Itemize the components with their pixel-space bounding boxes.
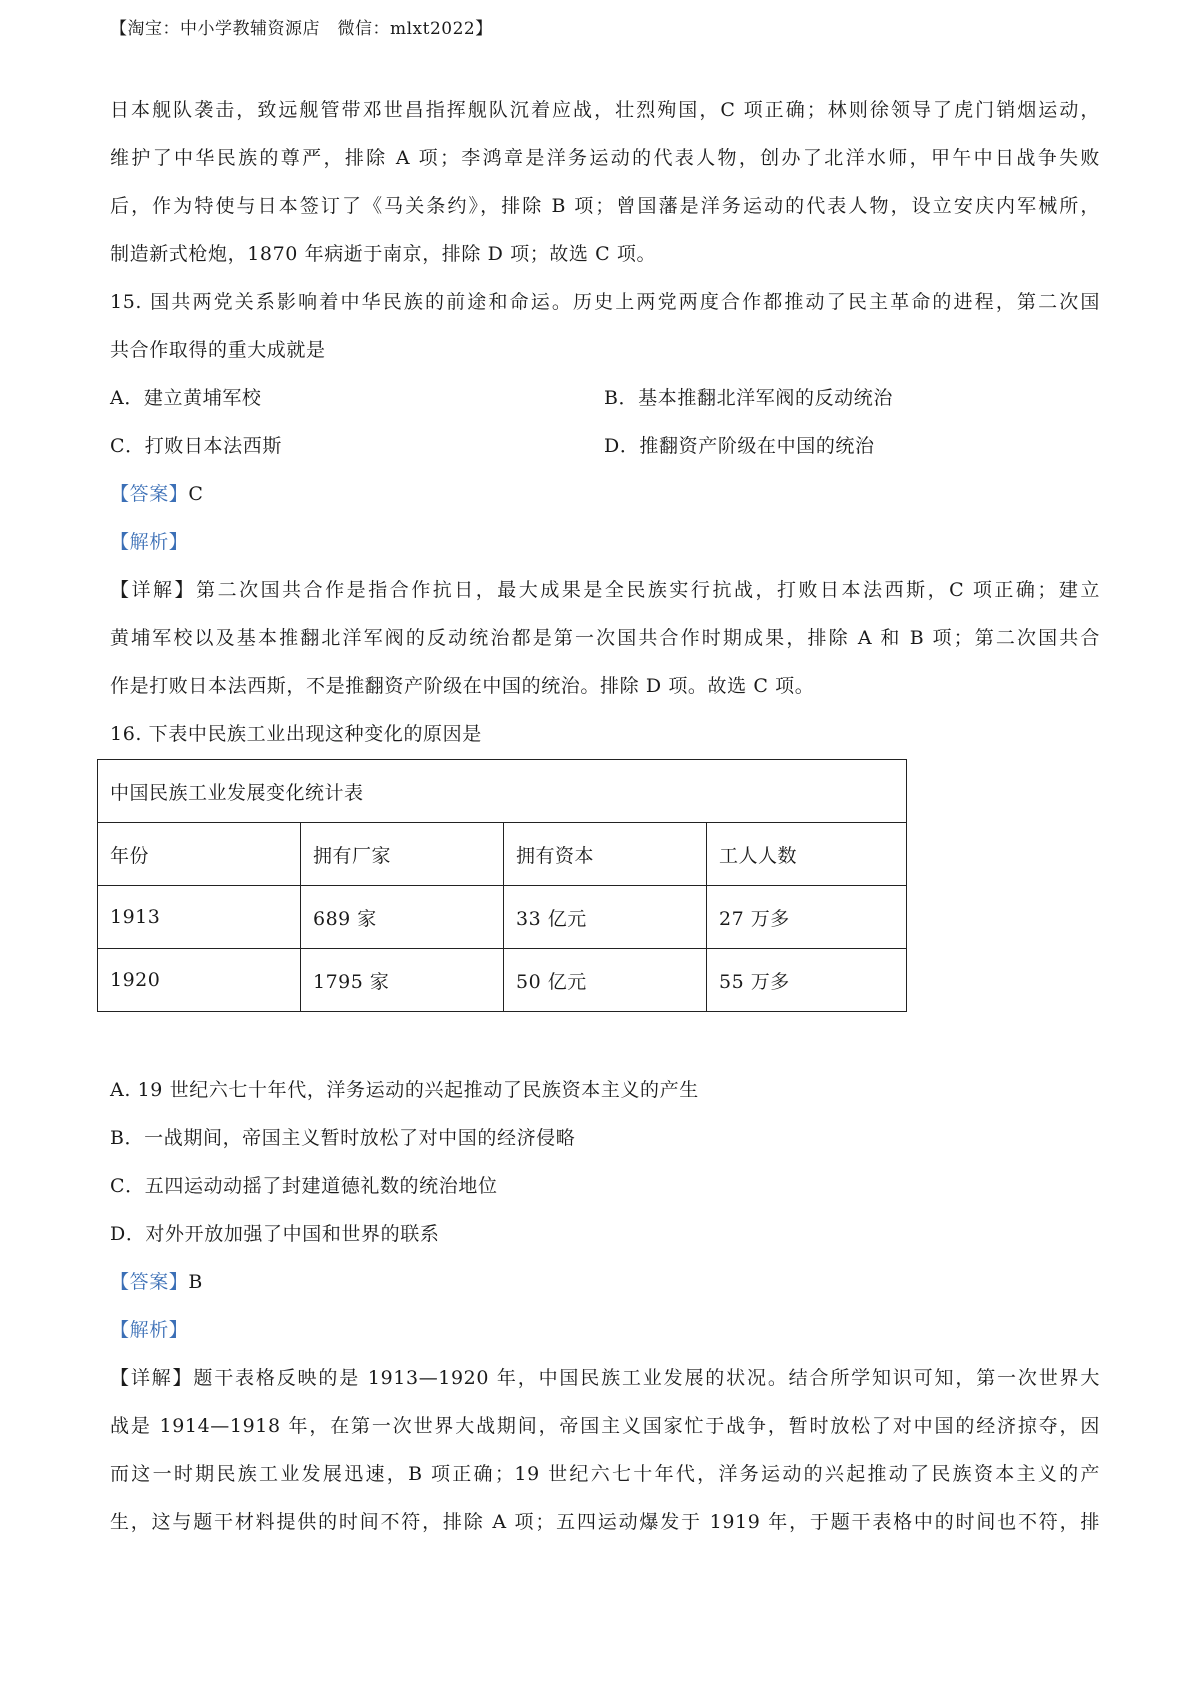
- q15-stem-line-2: 共合作取得的重大成就是: [110, 339, 326, 361]
- q15-stem-line-1: 15. 国共两党关系影响着中华民族的前途和命运。历史上两党两度合作都推动了民主革命的进程，第二次国: [110, 291, 1100, 313]
- q16-option-b: B．一战期间，帝国主义暂时放松了对中国的经济侵略: [110, 1127, 576, 1149]
- q15-option-c: C．打败日本法西斯: [110, 435, 282, 457]
- q16-option-a: A. 19 世纪六七十年代，洋务运动的兴起推动了民族资本主义的产生: [110, 1079, 699, 1101]
- q15-answer: [110, 482, 1100, 506]
- q16-analysis-tag: [110, 1318, 1100, 1342]
- q16-detail-line-1: 【详解】题干表格反映的是 1913—1920 年，中国民族工业发展的状况。结合所学知识可知，第一次世界大: [110, 1367, 1100, 1389]
- table-cell: 1795 家: [301, 949, 504, 1012]
- table-header-cell: 工人人数: [707, 823, 907, 886]
- q16-option-d: D．对外开放加强了中国和世界的联系: [110, 1223, 440, 1245]
- q16-detail-line-3: 而这一时期民族工业发展迅速，B 项正确；19 世纪六七十年代，洋务运动的兴起推动了民族资本主义的产: [110, 1463, 1100, 1485]
- table-title: 中国民族工业发展变化统计表: [98, 760, 907, 823]
- q15-detail-line-3: 作是打败日本法西斯，不是推翻资产阶级在中国的统治。排除 D 项。故选 C 项。: [110, 675, 815, 697]
- table-row: [98, 886, 907, 949]
- table-cell: 689 家: [301, 886, 504, 949]
- table-cell: 50 亿元: [504, 949, 707, 1012]
- q15-analysis-label: 【解析】: [110, 531, 189, 553]
- q15-analysis-tag: [110, 530, 1100, 554]
- table-cell: 1913: [98, 886, 301, 949]
- q15-option-b: B．基本推翻北洋军阀的反动统治: [604, 387, 893, 409]
- q16-option-c: C．五四运动动摇了封建道德礼数的统治地位: [110, 1175, 498, 1197]
- prev-answer-line-4: 制造新式枪炮，1870 年病逝于南京，排除 D 项；故选 C 项。: [110, 243, 657, 265]
- table-cell: 55 万多: [707, 949, 907, 1012]
- table-cell: 27 万多: [707, 886, 907, 949]
- q15-option-d: D．推翻资产阶级在中国的统治: [604, 435, 875, 457]
- q15-option-a: A．建立黄埔军校: [110, 387, 262, 409]
- prev-answer-line-2: 维护了中华民族的尊严，排除 A 项；李鸿章是洋务运动的代表人物，创办了北洋水师，甲午中日战争失败: [110, 147, 1100, 169]
- q16-answer-tag: 【答案】: [110, 1271, 189, 1293]
- table-header-cell: 拥有资本: [504, 823, 707, 886]
- q16-answer-value: B: [188, 1271, 203, 1293]
- q15-answer-tag: 【答案】: [110, 483, 189, 505]
- q16-analysis-label: 【解析】: [110, 1319, 189, 1341]
- table-header-cell: 年份: [98, 823, 301, 886]
- table-header-cell: 拥有厂家: [301, 823, 504, 886]
- table-cell: 33 亿元: [504, 886, 707, 949]
- table-row: [98, 949, 907, 1012]
- q16-stem: 16. 下表中民族工业出现这种变化的原因是: [110, 723, 482, 745]
- industry-stats-table: [97, 759, 907, 1012]
- q16-answer: [110, 1270, 1100, 1294]
- q15-detail-line-2: 黄埔军校以及基本推翻北洋军阀的反动统治都是第一次国共合作时期成果，排除 A 和 B 项；第二次国共合: [110, 627, 1100, 649]
- table-cell: 1920: [98, 949, 301, 1012]
- q16-detail-line-2: 战是 1914—1918 年，在第一次世界大战期间，帝国主义国家忙于战争，暂时放松了对中国的经济掠夺，因: [110, 1415, 1100, 1437]
- q16-detail-line-4: 生，这与题干材料提供的时间不符，排除 A 项；五四运动爆发于 1919 年，于题干表格中的时间也不符，排: [110, 1511, 1100, 1533]
- page-header: 【淘宝：中小学教辅资源店 微信：mlxt2022】: [110, 19, 493, 39]
- q15-answer-value: C: [188, 483, 204, 505]
- prev-answer-line-3: 后，作为特使与日本签订了《马关条约》，排除 B 项；曾国藩是洋务运动的代表人物，设立安庆内军械所，: [110, 195, 1100, 217]
- prev-answer-line-1: 日本舰队袭击，致远舰管带邓世昌指挥舰队沉着应战，壮烈殉国，C 项正确；林则徐领导了虎门销烟运动，: [110, 99, 1100, 121]
- table-header-row: [98, 823, 907, 886]
- q15-detail-line-1: 【详解】第二次国共合作是指合作抗日，最大成果是全民族实行抗战，打败日本法西斯，C 项正确；建立: [110, 579, 1100, 601]
